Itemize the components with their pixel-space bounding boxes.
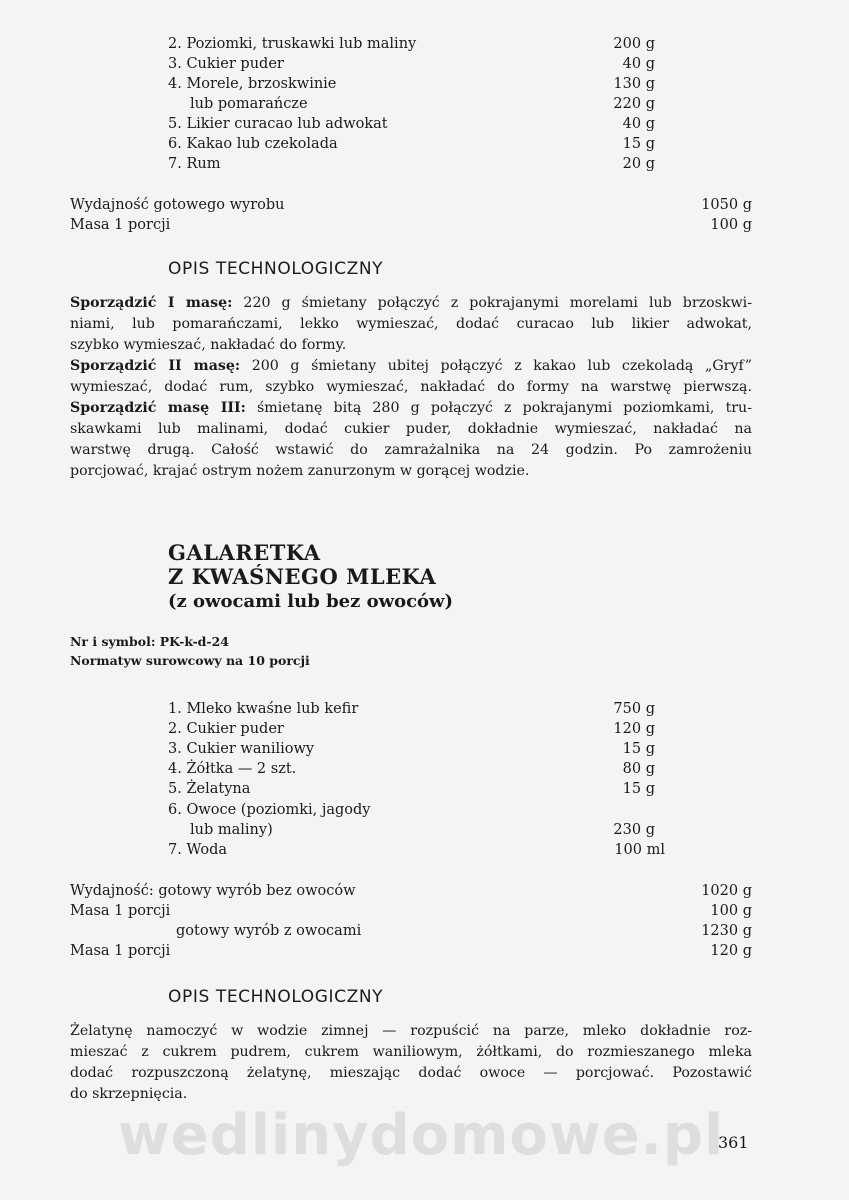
yield-value: 1230 g (701, 923, 752, 939)
text-line: wymieszać, dodać rum, szybko wymieszać, nakładać do formy na warstwę pierwszą. (70, 379, 752, 395)
recipe-subtitle: (z owocami lub bez owoców) (168, 591, 454, 612)
recipe-symbol: Nr i symbol: PK-k-d-24 (70, 634, 229, 649)
ingredient-label: 2. Poziomki, truskawki lub maliny (168, 36, 417, 52)
text-line: warstwę drugą. Całość wstawić do zamrażalnika na 24 godzin. Po zamrożeniu (70, 442, 752, 458)
ingredient-qty: 100 ml (614, 842, 665, 858)
ingredient-label: 1. Mleko kwaśne lub kefir (168, 701, 359, 717)
recipe-title: Z KWAŚNEGO MLEKA (168, 564, 437, 589)
step-label: Sporządzić I masę: (70, 295, 233, 311)
ingredient-qty: 120 g (613, 721, 655, 737)
portion-label: Masa 1 porcji (70, 903, 171, 919)
section-heading: OPIS TECHNOLOGICZNY (168, 987, 384, 1007)
text-line: szybko wymieszać, nakładać do formy. (70, 337, 347, 353)
yield-value: 1020 g (701, 883, 752, 899)
yield-label: Wydajność gotowego wyrobu (70, 197, 285, 213)
ingredient-label: 6. Kakao lub czekolada (168, 136, 338, 152)
text-line: Żelatynę namoczyć w wodzie zimnej — rozpuścić na parze, mleko dokładnie roz- (70, 1023, 752, 1039)
ingredient-qty: 230 g (613, 822, 655, 838)
ingredient-label: lub maliny) (190, 822, 273, 838)
text-line: 200 g śmietany ubitej połączyć z kakao lub czekoladą „Gryf” (240, 358, 753, 374)
text-line: dodać rozpuszczoną żelatynę, mieszając dodać owoce — porcjować. Pozostawić (70, 1065, 752, 1081)
ingredient-label: 3. Cukier puder (168, 56, 284, 72)
recipe1-description (70, 293, 752, 482)
ingredient-label: lub pomarańcze (190, 96, 308, 112)
page-number: 361 (718, 1133, 749, 1152)
yield-label: gotowy wyrób z owocami (176, 923, 362, 939)
portion-value: 100 g (710, 903, 752, 919)
text-line: śmietanę bitą 280 g połączyć z pokrajanymi poziomkami, tru- (245, 400, 752, 416)
ingredient-qty: 220 g (613, 96, 655, 112)
text-line: skawkami lub malinami, dodać cukier puder, dokładnie wymieszać, nakładać na (70, 421, 752, 437)
portion-label: Masa 1 porcji (70, 217, 171, 233)
ingredient-qty: 200 g (613, 36, 655, 52)
text-line: porcjować, krajać ostrym nożem zanurzonym w gorącej wodzie. (70, 463, 530, 479)
ingredient-qty: 20 g (622, 156, 655, 172)
text-line: mieszać z cukrem pudrem, cukrem waniliowym, żółtkami, do rozmieszanego mleka (70, 1044, 752, 1060)
recipe-title: GALARETKA (168, 540, 321, 565)
ingredient-qty: 15 g (622, 781, 655, 797)
ingredient-qty: 40 g (622, 116, 655, 132)
step-label: Sporządzić masę III: (70, 400, 246, 416)
step-label: Sporządzić II masę: (70, 358, 241, 374)
portion-value: 120 g (710, 943, 752, 959)
ingredient-qty: 15 g (622, 741, 655, 757)
ingredient-label: 2. Cukier puder (168, 721, 284, 737)
yield-value: 1050 g (701, 197, 752, 213)
recipe2-description (70, 1021, 752, 1105)
text-line: niami, lub pomarańczami, lekko wymieszać, dodać curacao lub likier adwokat, (70, 316, 752, 332)
ingredient-label: 6. Owoce (poziomki, jagody (168, 802, 371, 818)
ingredient-qty: 15 g (622, 136, 655, 152)
ingredient-label: 3. Cukier waniliowy (168, 741, 315, 757)
yield-label: Wydajność: gotowy wyrób bez owoców (70, 883, 356, 899)
ingredient-label: 5. Likier curacao lub adwokat (168, 116, 388, 132)
ingredient-label: 4. Żółtka — 2 szt. (168, 761, 297, 777)
portion-value: 100 g (710, 217, 752, 233)
text-line: do skrzepnięcia. (70, 1086, 188, 1102)
ingredient-qty: 750 g (613, 701, 655, 717)
recipe-norm: Normatyw surowcowy na 10 porcji (70, 653, 310, 668)
portion-label: Masa 1 porcji (70, 943, 171, 959)
ingredient-qty: 40 g (622, 56, 655, 72)
text-line: 220 g śmietany połączyć z pokrajanymi morelami lub brzoskwi- (232, 295, 752, 311)
ingredient-qty: 80 g (622, 761, 655, 777)
ingredient-label: 7. Woda (168, 842, 228, 858)
ingredient-label: 4. Morele, brzoskwinie (168, 76, 337, 92)
watermark: wedlinydomowe.pl (118, 1103, 725, 1168)
section-heading: OPIS TECHNOLOGICZNY (168, 259, 384, 279)
ingredient-label: 5. Żelatyna (168, 781, 251, 797)
ingredient-label: 7. Rum (168, 156, 221, 172)
ingredient-qty: 130 g (613, 76, 655, 92)
